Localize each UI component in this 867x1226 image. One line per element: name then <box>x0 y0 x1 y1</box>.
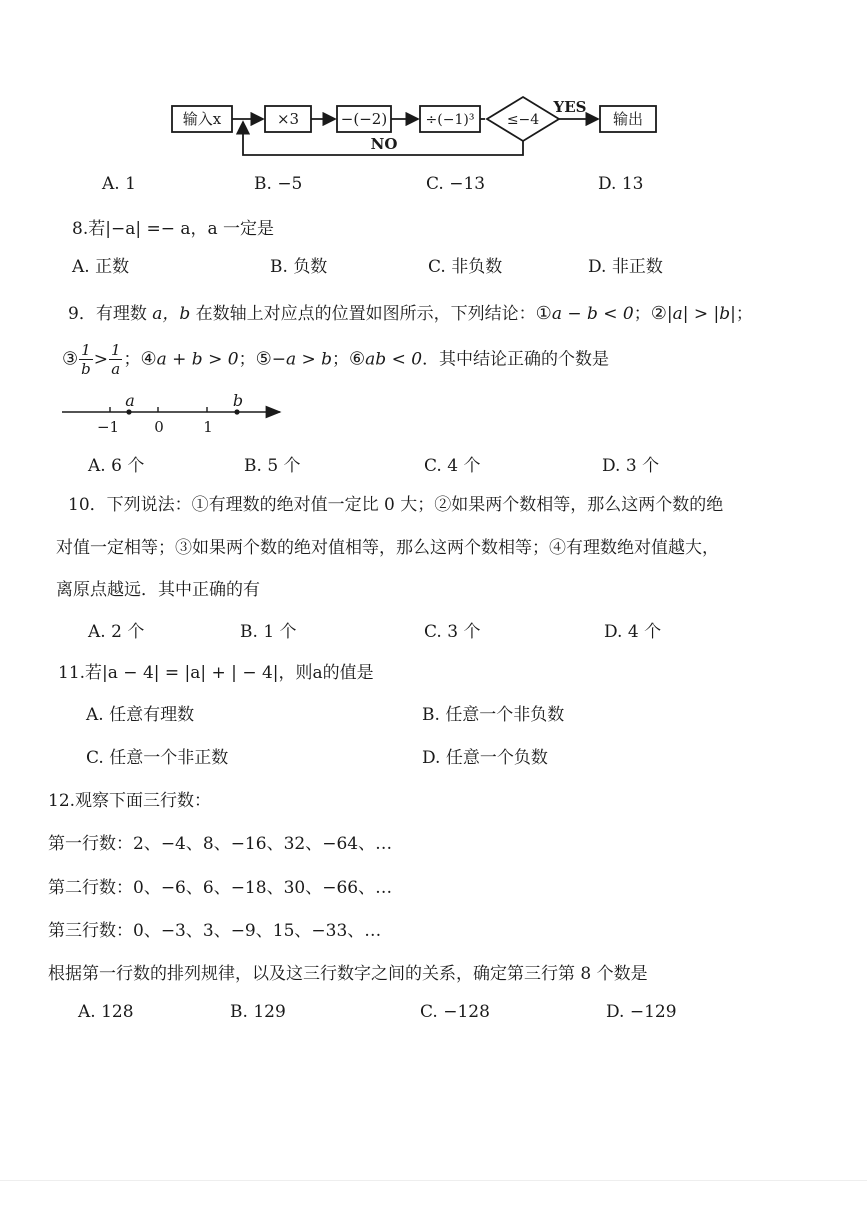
option-letter: A. <box>86 705 104 725</box>
option-text: 4 个 <box>627 622 662 642</box>
q12-row-1: 第一行数：2、−4、8、−16、32、−64、… <box>48 834 393 854</box>
fraction-1-over-a: $\frac{1}{a}$ <box>110 341 121 378</box>
q8-stem <box>72 214 274 239</box>
tick-minus-1-label: −1 <box>96 418 120 436</box>
q9-stem-line1: 9．有理数 a，b 在数轴上对应点的位置如图所示，下列结论：①a − b < 0；②|a| > |b|； <box>68 303 753 324</box>
option-text: 3 个 <box>447 622 481 642</box>
q12-option-d <box>606 1002 677 1022</box>
q8-stem-text: 若|−a| =− a，a 一定是 <box>88 219 275 239</box>
option-text: 6 个 <box>111 456 145 476</box>
circled-1: ① <box>535 303 552 324</box>
q10-option-d <box>604 617 661 642</box>
q7-option-a <box>102 174 136 194</box>
q10-option-c <box>424 617 480 642</box>
option-text: −129 <box>629 1002 677 1022</box>
option-text: 非正数 <box>611 257 663 277</box>
option-letter: A. <box>78 1002 96 1022</box>
option-letter: A. <box>102 174 120 194</box>
flow-input-label: 输入x <box>182 110 222 128</box>
circled-6: ⑥ <box>349 348 366 370</box>
q9-text: 9．有理数 <box>68 304 147 324</box>
point-a <box>126 409 131 414</box>
q10-stem-line2: 对值一定相等；③如果两个数的绝对值相等，那么这两个数相等；④有理数绝对值越大， <box>56 538 719 558</box>
option-letter: A. <box>88 456 106 476</box>
flow-multiply-label: ×3 <box>276 110 300 128</box>
option-letter: C. <box>426 174 444 194</box>
q9-text: 在数轴上对应点的位置如图所示，下列结论： <box>195 304 536 324</box>
point-b-label: b <box>232 391 244 410</box>
page-bottom-edge <box>0 1180 867 1181</box>
point-a-label: a <box>125 391 135 410</box>
q9-variables: a，b <box>152 304 191 324</box>
option-letter: B. <box>422 705 440 725</box>
q11-option-a <box>86 700 194 725</box>
point-b <box>234 409 239 414</box>
option-letter: D. <box>606 1002 625 1022</box>
q9-conclusion-5: −a > b <box>271 349 333 370</box>
q12-question: 根据第一行数的排列规律，以及这三行数字之间的关系，确定第三行第 8 个数是 <box>48 964 648 984</box>
q12-option-b <box>230 1002 286 1022</box>
option-text: 任意有理数 <box>109 705 195 725</box>
q9-option-a <box>88 451 144 476</box>
option-letter: C. <box>424 622 442 642</box>
q9-option-d <box>602 451 659 476</box>
option-letter: A. <box>88 622 106 642</box>
tick-0-label: 0 <box>154 418 164 436</box>
circled-3: ③ <box>62 348 79 370</box>
q7-option-b <box>254 174 302 194</box>
option-letter: D. <box>422 748 441 768</box>
option-text: −5 <box>277 174 303 194</box>
q12-option-c <box>420 1002 490 1022</box>
q8-option-c <box>428 252 502 277</box>
circled-5: ⑤ <box>255 348 272 370</box>
option-letter: D. <box>588 257 607 277</box>
option-text: −128 <box>443 1002 490 1022</box>
option-text: 3 个 <box>625 456 660 476</box>
flowchart <box>0 0 867 170</box>
flow-condition-label: ≤−4 <box>506 112 540 128</box>
flow-yes-label: YES <box>553 98 587 116</box>
circled-2: ② <box>650 303 667 324</box>
q8-option-b <box>270 252 327 277</box>
q9-option-c <box>424 451 480 476</box>
option-text: 任意一个非正数 <box>109 748 229 768</box>
option-text: 2 个 <box>111 622 145 642</box>
q9-stem-line2: ③ $\frac{1}{b}$ > $\frac{1}{a}$ ；④a + b > 0；⑤−a > b；⑥ab < 0．其中结论正确的个数是 <box>62 341 610 378</box>
q12-row-2: 第二行数：0、−6、6、−18、30、−66、… <box>48 878 393 898</box>
q9-conclusion-1: a − b < 0 <box>551 304 634 324</box>
option-text: 129 <box>253 1002 286 1022</box>
q10-option-b <box>240 617 297 642</box>
number-line <box>0 388 300 438</box>
option-text: 负数 <box>293 257 328 277</box>
option-letter: B. <box>230 1002 248 1022</box>
q8-option-a <box>72 252 129 277</box>
option-text: 任意一个非负数 <box>445 705 565 725</box>
option-letter: B. <box>240 622 258 642</box>
fraction-1-over-b: $\frac{1}{b}$ <box>81 341 91 378</box>
q8-option-d <box>588 252 663 277</box>
q11-option-d <box>422 743 548 768</box>
q7-option-c <box>426 174 485 194</box>
q10-stem-line1: 10．下列说法：①有理数的绝对值一定比 0 大；②如果两个数相等，那么这两个数的绝 <box>68 495 724 515</box>
option-letter: B. <box>244 456 262 476</box>
option-text: 13 <box>621 174 644 194</box>
tick-1-label: 1 <box>203 418 213 436</box>
q10-option-a <box>88 617 144 642</box>
option-letter: D. <box>604 622 623 642</box>
flow-output-label: 输出 <box>612 110 644 128</box>
option-text: 128 <box>101 1002 134 1022</box>
q9-conclusion-2: |a| > |b| <box>666 304 736 324</box>
option-text: 1 <box>125 174 136 194</box>
q12-row-3: 第三行数：0、−3、3、−9、15、−33、… <box>48 921 382 941</box>
option-letter: D. <box>602 456 621 476</box>
q12-stem: 12.观察下面三行数： <box>48 791 212 811</box>
q7-option-d <box>598 174 643 194</box>
option-text: 4 个 <box>447 456 481 476</box>
circled-4: ④ <box>140 348 157 370</box>
q11-option-c <box>86 743 228 768</box>
q9-option-b <box>244 451 301 476</box>
option-text: 1 个 <box>263 622 297 642</box>
flow-no-label: NO <box>370 135 398 153</box>
q11-stem: 11.若|a − 4| = |a| + | − 4|，则a的值是 <box>58 663 374 683</box>
q9-text: ．其中结论正确的个数是 <box>422 349 610 370</box>
option-letter: B. <box>254 174 272 194</box>
flow-subtract-label: −(−2) <box>340 110 388 128</box>
flow-divide-label: ÷(−1)³ <box>425 112 475 128</box>
option-text: 任意一个负数 <box>445 748 548 768</box>
option-text: 5 个 <box>267 456 301 476</box>
option-letter: A. <box>72 257 90 277</box>
option-letter: C. <box>424 456 442 476</box>
q10-stem-line3: 离原点越远．其中正确的有 <box>56 580 260 600</box>
option-letter: B. <box>270 257 288 277</box>
option-letter: C. <box>86 748 104 768</box>
option-text: 正数 <box>95 257 130 277</box>
q9-conclusion-4: a + b > 0 <box>156 349 239 370</box>
option-letter: D. <box>598 174 617 194</box>
option-text: 非负数 <box>451 257 503 277</box>
option-letter: C. <box>420 1002 438 1022</box>
q11-option-b <box>422 700 564 725</box>
q12-option-a <box>78 1002 134 1022</box>
q8-number: 8. <box>72 219 89 239</box>
option-letter: C. <box>428 257 446 277</box>
q9-conclusion-6: ab < 0 <box>365 349 423 370</box>
option-text: −13 <box>449 174 486 194</box>
